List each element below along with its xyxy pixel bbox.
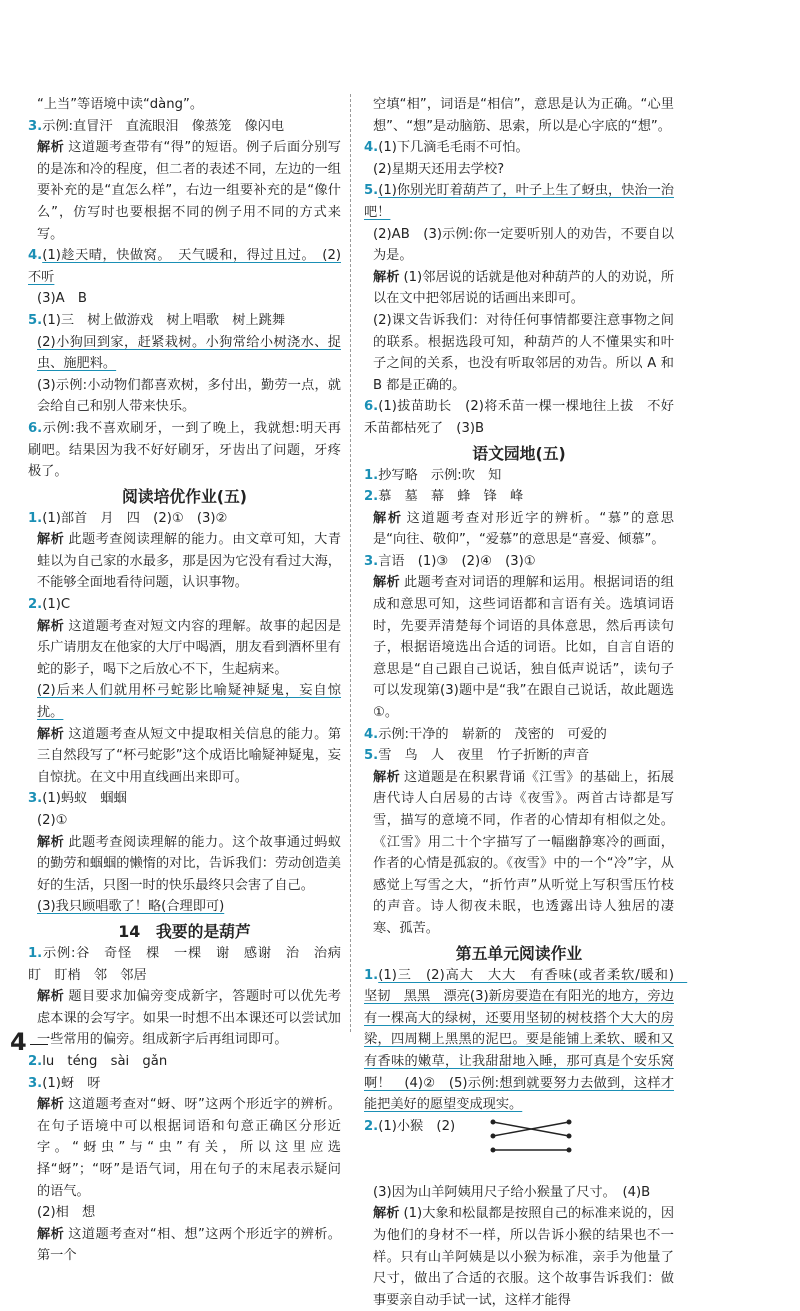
answer-item bbox=[364, 396, 688, 439]
explanation-text: 此题考查阅读理解的能力。由文章可知，大青蛙以为自己家的水最多，那是因为它没有看过大海，不能够全面地看待问题，认识事物。 bbox=[37, 532, 342, 591]
section-heading: 语文园地(五) bbox=[472, 443, 566, 463]
item-number: 1. bbox=[364, 967, 379, 983]
answer-item bbox=[28, 594, 341, 616]
item-text: lu téng sài gǎn bbox=[42, 1053, 168, 1069]
item-number: 1. bbox=[364, 467, 379, 483]
answer-item bbox=[364, 180, 674, 223]
item-text: (1)蚜 呀 bbox=[42, 1075, 101, 1091]
explanation bbox=[364, 508, 674, 551]
item-number: 3. bbox=[28, 1075, 43, 1091]
answer-item bbox=[364, 745, 674, 767]
explanation-text: 这道题是在积累背诵《江雪》的基础上，拓展唐代诗人白居易的古诗《夜雪》。两首古诗都是写雪，描写的意境不同，作者的心情却有相似之处。《江雪》用二十个字描写了一幅幽静寒冷的画面，作者的心情是孤寂的。《夜雪》中的一个“冷”字，从感觉上写雪之大，“折竹声”从听觉上写积雪压竹枝的声音。诗人彻夜未眠，也透露出诗人独居的凄寒、孤苦。 bbox=[373, 769, 674, 936]
item-number: 5. bbox=[28, 312, 43, 328]
item-text: (1)C bbox=[42, 597, 71, 613]
item-number: 2. bbox=[28, 597, 43, 613]
underlined-text: (2)小狗回到家，赶紧栽树。小狗常给小树浇水、捉虫、施肥料。 bbox=[37, 334, 341, 372]
answer-item bbox=[364, 137, 674, 159]
explanation-text: 此题考查对词语的理解和运用。根据词语的组成和意思可知，这些词语都和言语有关。选填词语时，先要弄清楚每个词语的具体意思，然后再读句子，根据语境选出合适的词语。比如，自言自语的意思是“自己跟自己说话，独自低声说话”，读句子可以发现第(3)题中是“我”在跟自己说话，故此题选①。 bbox=[373, 575, 674, 721]
explanation-text: 这道题考查从短文中提取相关信息的能力。第三自然段写了“杯弓蛇影”这个成语比喻疑神疑鬼，妄自惊扰。在文中用直线画出来即可。 bbox=[37, 726, 342, 785]
explanation bbox=[28, 1094, 341, 1202]
item-text: (1)小猴 (2) bbox=[378, 1118, 456, 1134]
answer-line: (3)示例:小动物们都喜欢树，多付出，勤劳一点，就会给自己和别人带来快乐。 bbox=[37, 377, 341, 415]
answer-line: 空填“相”，词语是“相信”，意思是认为正确。“心里想”、“想”是动脑筋、思索，所以是心字底的“想”。 bbox=[373, 97, 674, 134]
answer-item bbox=[28, 788, 341, 810]
answer-item bbox=[28, 116, 341, 138]
page-number: 4 bbox=[10, 1028, 27, 1056]
section-heading: 第五单元阅读作业 bbox=[455, 943, 583, 963]
item-number: 5. bbox=[364, 183, 379, 199]
answer-line: (2)星期天还用去学校? bbox=[373, 161, 505, 177]
answer-item bbox=[28, 418, 341, 483]
explanation-tag: 解析 bbox=[373, 575, 401, 591]
explanation-text: 此题考查阅读理解的能力。这个故事通过蚂蚁的勤劳和蝈蝈的懒惰的对比，告诉我们：劳动创造美好的生活，只图一时的快乐最终只会害了自己。 bbox=[37, 834, 342, 893]
explanation-text: 这道题考查对“相、想”这两个形近字的辨析。第一个 bbox=[37, 1226, 341, 1264]
explanation bbox=[28, 986, 341, 1051]
item-number: 3. bbox=[28, 118, 43, 134]
explanation-text: 这道题考查带有“得”的短语。例子后面分别写的是冻和冷的程度，但二者的表述不同，左边的一组要补充的是“直怎么样”，右边一组要补充的是“像什么”，仿写时也要根据不同的例子用不同的方式来写。 bbox=[37, 140, 341, 242]
answer-item bbox=[364, 724, 674, 746]
item-number: 4. bbox=[28, 248, 43, 264]
item-number: 2. bbox=[364, 1118, 379, 1134]
answer-line: (3)因为山羊阿姨用尺子给小猴量了尺寸。 (4)B bbox=[373, 1184, 651, 1200]
item-text: 示例:谷 奇怪 棵 一棵 谢 感谢 治 治病 盯 盯梢 邻 邻居 bbox=[28, 945, 355, 983]
lesson-heading: 14 我要的是葫芦 bbox=[118, 921, 251, 941]
explanation-tag: 解析 bbox=[373, 510, 403, 526]
item-number: 6. bbox=[364, 399, 379, 415]
item-text: (1)拔苗助长 (2)将禾苗一棵一棵地往上拔 不好 禾苗都枯死了 (3)B bbox=[364, 399, 688, 436]
item-text: 言语 (1)③ (2)④ (3)① bbox=[378, 553, 536, 569]
section-heading: 阅读培优作业(五) bbox=[121, 486, 248, 506]
answer-line: (2)① bbox=[37, 813, 68, 828]
explanation bbox=[28, 529, 341, 594]
item-text: (1)部首 月 四 (2)① (3)② bbox=[42, 510, 228, 526]
answer-item bbox=[364, 1116, 674, 1182]
right-column bbox=[364, 94, 688, 1311]
item-number: 2. bbox=[28, 1053, 43, 1069]
explanation-text: (1)邻居说的话就是他对种葫芦的人的劝说，所以在文中把邻居说的话画出来即可。 bbox=[373, 269, 675, 307]
matching-lines-diagram bbox=[489, 1116, 573, 1156]
item-number: 1. bbox=[28, 945, 43, 961]
answer-item bbox=[28, 1051, 341, 1073]
item-text: (1)趁天晴，快做窝。 天气暖和，得过且过。 (2)不听 bbox=[28, 248, 341, 285]
column-divider bbox=[350, 94, 351, 1032]
explanation-tag: 解析 bbox=[373, 269, 400, 285]
item-number: 4. bbox=[364, 140, 379, 156]
explanation-tag: 解析 bbox=[37, 140, 65, 156]
explanation bbox=[364, 1203, 674, 1311]
answer-line: “上当”等语境中读“dàng”。 bbox=[37, 97, 204, 112]
item-number: 4. bbox=[364, 726, 379, 742]
left-column bbox=[28, 94, 355, 1267]
answer-item bbox=[28, 943, 355, 986]
answer-item bbox=[364, 486, 674, 508]
answer-line: (2)相 想 bbox=[37, 1205, 96, 1221]
underlined-text: (3)我只顾唱歌了！略(合理即可) bbox=[37, 899, 225, 915]
item-text: (1)三 (2)高大 大大 有香味(或者柔软/暖和) 坚韧 黑黑 漂亮(3)新房要造在有阳光的地方，旁边有一棵高大的绿树，还要用坚韧的树枝搭个大大的房梁，四周糊上黑黑的泥巴。要是能铺上柔软、暖和又有香味的嫩草，让我甜甜地入睡，那可真是个安乐窝啊！ (4)② (5)示例:想到就要努力去做到，这样才能把美好的愿望变成现实。 bbox=[364, 967, 688, 1113]
explanation-tag: 解析 bbox=[37, 726, 65, 742]
answer-line bbox=[28, 680, 341, 723]
explanation-text: 这道题考查对形近字的辨析。“慕”的意思是“向往、敬仰”，“爱慕”的意思是“喜爱、倾慕”。 bbox=[373, 510, 674, 548]
explanation-tag: 解析 bbox=[37, 834, 65, 850]
answer-line bbox=[28, 896, 341, 918]
item-text: 慕 墓 幕 蜂 锋 峰 bbox=[378, 489, 524, 505]
item-number: 5. bbox=[364, 748, 379, 764]
answer-item bbox=[364, 965, 688, 1116]
answer-item bbox=[28, 1073, 341, 1095]
item-number: 6. bbox=[28, 420, 43, 436]
explanation-tag: 解析 bbox=[37, 989, 65, 1005]
item-text: (1)你别光盯着葫芦了，叶子上生了蚜虫，快治一治吧！ bbox=[364, 183, 674, 220]
explanation-text: (1)大象和松鼠都是按照自己的标准来说的，因为他们的身材不一样，所以告诉小猴的结果也不一样。只有山羊阿姨是以小猴为标准，亲手为他量了尺寸，做出了合适的衣服。这个故事告诉我们：做事要亲自动手试一试，这样才能得 bbox=[373, 1206, 675, 1308]
answer-line bbox=[28, 332, 341, 375]
answer-line: (2)AB (3)示例:你一定要听别人的劝告，不要自以为是。 bbox=[373, 226, 674, 264]
underlined-text: (2)后来人们就用杯弓蛇影比喻疑神疑鬼，妄自惊扰。 bbox=[37, 683, 341, 721]
answer-item bbox=[28, 245, 341, 288]
item-text: 雪 鸟 人 夜里 竹子折断的声音 bbox=[378, 748, 590, 764]
explanation bbox=[28, 832, 341, 897]
explanation-tag: 解析 bbox=[37, 532, 65, 548]
item-text: (1)下几滴毛毛雨不可怕。 bbox=[378, 140, 529, 156]
explanation-tag: 解析 bbox=[37, 1226, 65, 1242]
explanation bbox=[28, 724, 341, 789]
item-text: (1)蚂蚁 蝈蝈 bbox=[42, 791, 127, 807]
explanation-tag: 解析 bbox=[37, 618, 65, 634]
explanation bbox=[28, 1224, 341, 1267]
explanation bbox=[28, 137, 341, 245]
explanation-tag: 解析 bbox=[373, 769, 401, 785]
explanation-tag: 解析 bbox=[373, 1206, 400, 1222]
explanation bbox=[364, 267, 674, 310]
explanation bbox=[28, 616, 341, 681]
explanation bbox=[364, 767, 674, 940]
item-text: 抄写略 示例:吹 知 bbox=[378, 467, 502, 483]
answer-item bbox=[28, 508, 341, 530]
item-number: 2. bbox=[364, 489, 379, 505]
answer-item bbox=[364, 465, 674, 487]
item-text: 示例:我不喜欢刷牙，一到了晚上，我就想:明天再刷吧。结果因为我不好好刷牙，牙齿出了问题，牙疼极了。 bbox=[28, 420, 341, 480]
explanation bbox=[364, 572, 674, 723]
item-number: 3. bbox=[364, 553, 379, 569]
explanation-text: 题目要求加偏旁变成新字，答题时可以优先考虑本课的会写字。如果一时想不出本课还可以尝试加一些常用的偏旁。组成新字后再组词即可。 bbox=[37, 989, 342, 1048]
explanation-tag: 解析 bbox=[37, 1097, 65, 1113]
item-text: (1)三 树上做游戏 树上唱歌 树上跳舞 bbox=[42, 312, 286, 328]
item-number: 1. bbox=[28, 510, 43, 526]
explanation-text: 这道题考查对“蚜、呀”这两个形近字的辨析。在句子语境中可以根据词语和句意正确区分形近字。“蚜虫”与“虫”有关，所以这里应选择“蚜”；“呀”是语气词，用在句子的末尾表示疑问的语气。 bbox=[37, 1097, 341, 1199]
answer-line: (2)课文告诉我们：对待任何事情都要注意事物之间的联系。根据选段可知，种葫芦的人不懂果实和叶子之间的关系，也没有听取邻居的劝告。所以 A 和 B 都是正确的。 bbox=[373, 312, 674, 393]
explanation-text: 这道题考查对短文内容的理解。故事的起因是乐广请朋友在他家的大厅中喝酒，朋友看到酒杯里有蛇的影子，喝下之后放心不下，生起病来。 bbox=[37, 618, 342, 677]
answer-item bbox=[28, 310, 341, 332]
item-text: 示例:直冒汗 直流眼泪 像蒸笼 像闪电 bbox=[42, 118, 285, 134]
item-number: 3. bbox=[28, 791, 43, 807]
page-number-dash bbox=[30, 1044, 48, 1045]
answer-line: (3)A B bbox=[37, 291, 87, 307]
item-text: 示例:干净的 崭新的 茂密的 可爱的 bbox=[378, 726, 607, 742]
answer-item bbox=[364, 551, 674, 573]
